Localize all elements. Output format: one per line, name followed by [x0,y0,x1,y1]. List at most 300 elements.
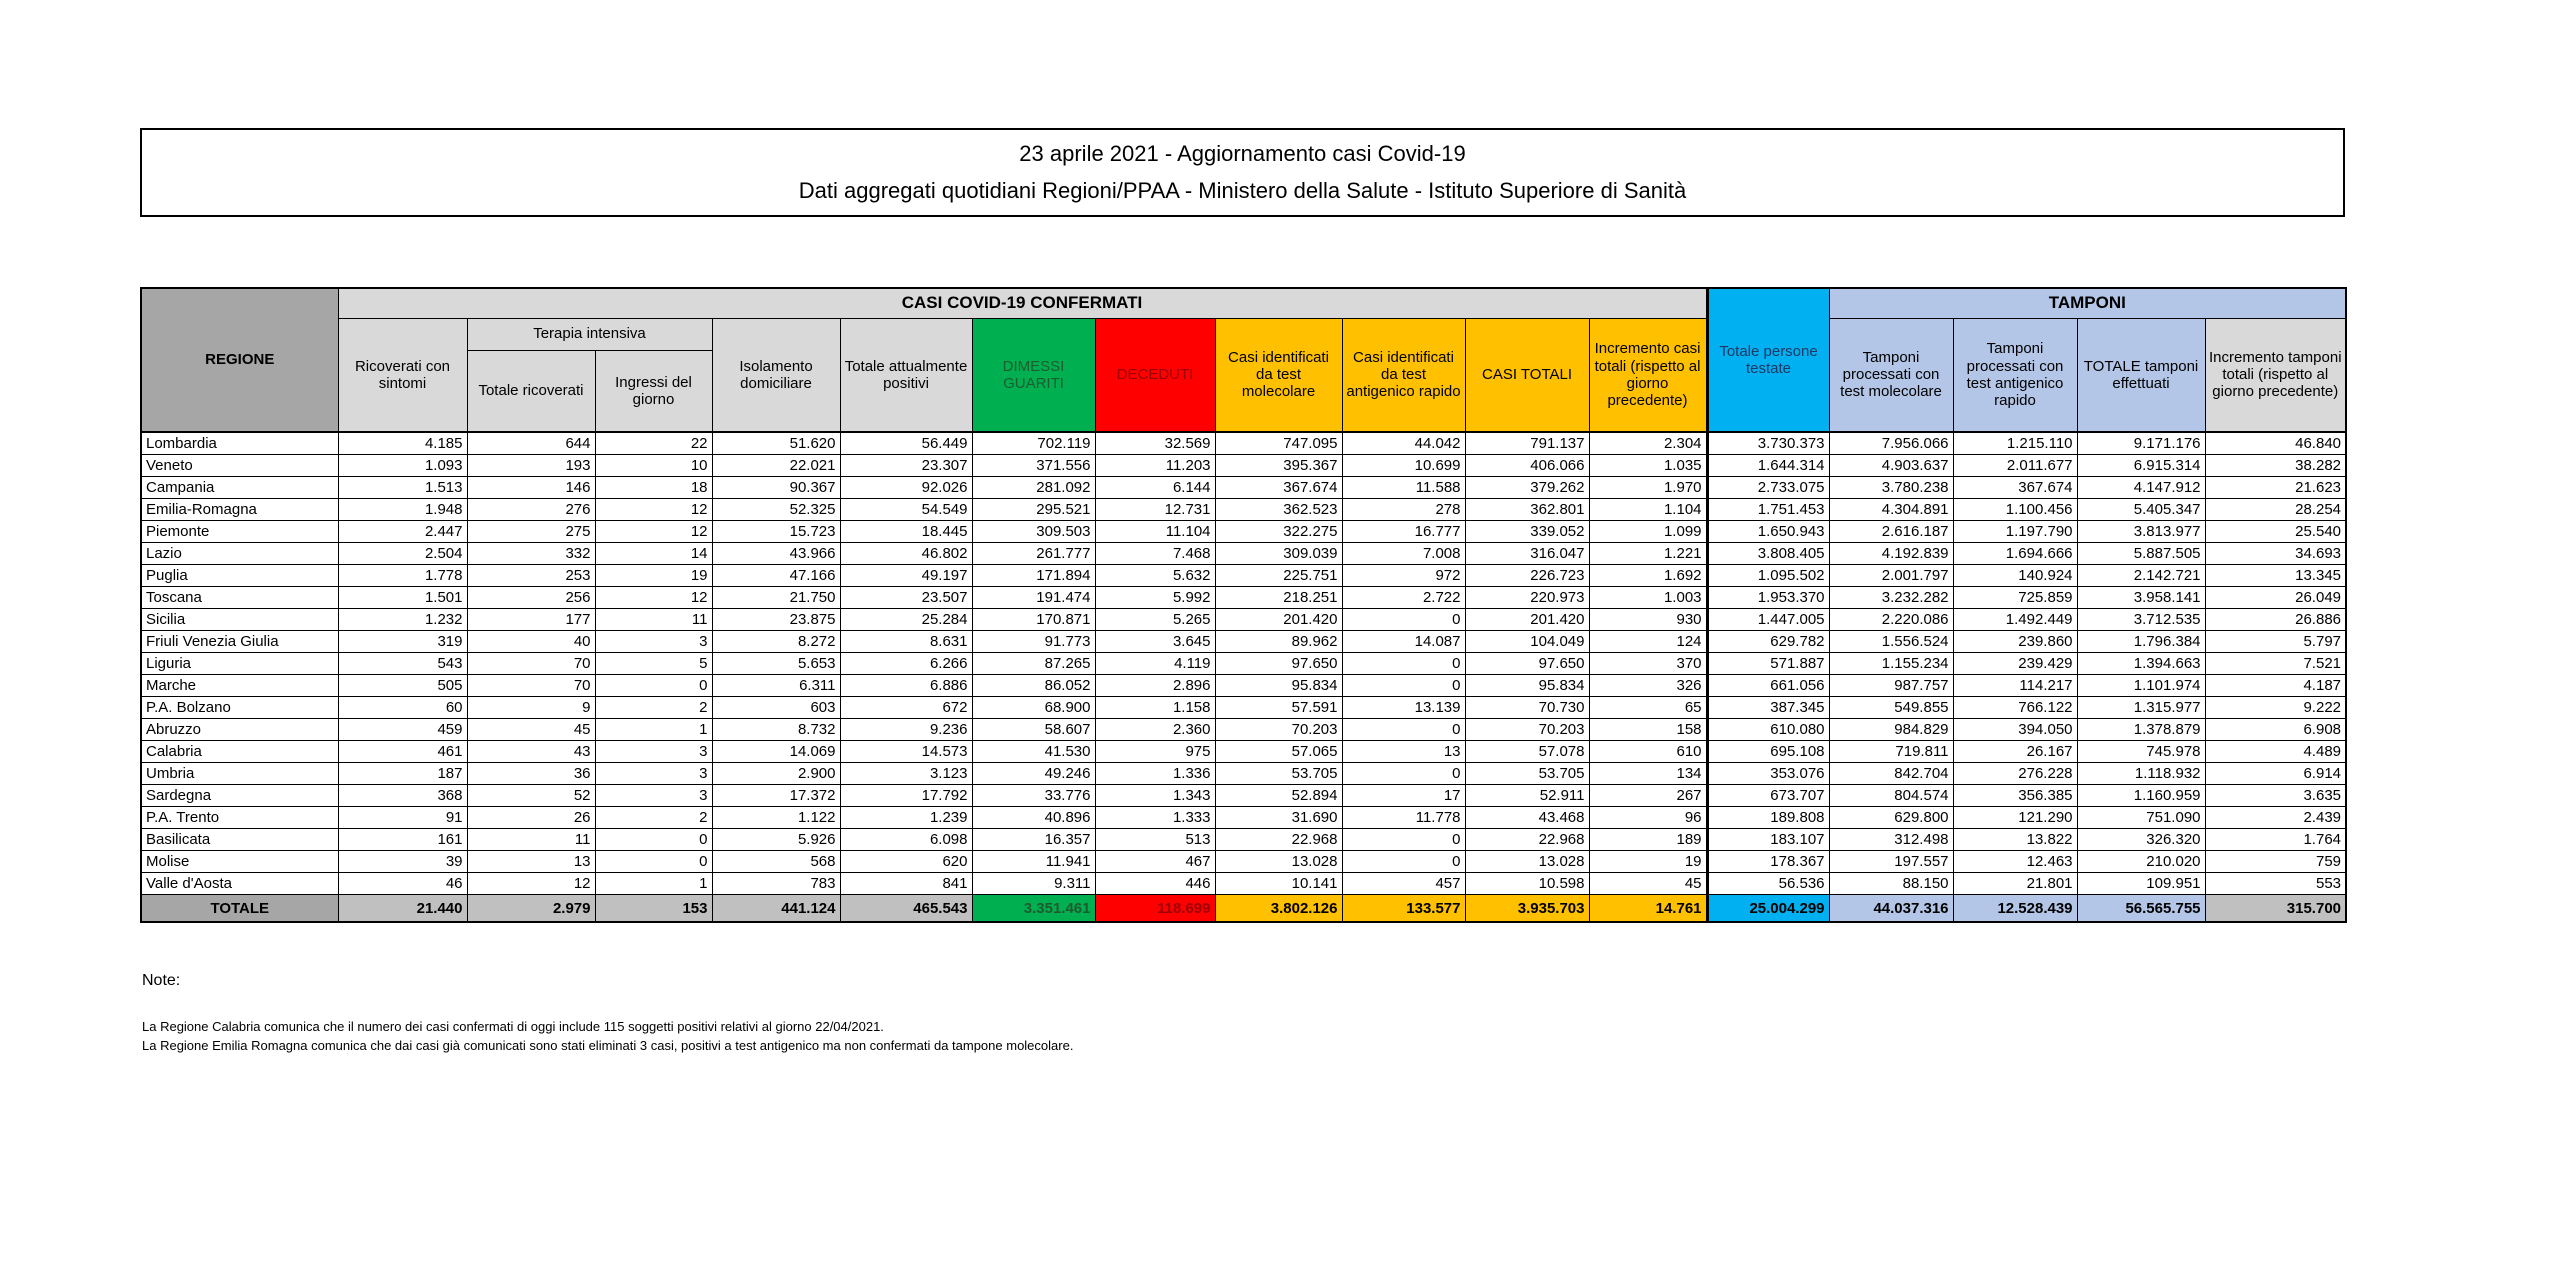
value-cell: 5.405.347 [2077,499,2205,521]
value-cell: 45 [467,719,595,741]
value-cell: 362.801 [1465,499,1589,521]
value-cell: 1.315.977 [2077,697,2205,719]
value-cell: 14.069 [712,741,840,763]
value-cell: 28.254 [2205,499,2346,521]
region-cell: Molise [141,851,338,873]
table-row [141,653,2346,675]
value-cell: 7.521 [2205,653,2346,675]
value-cell: 930 [1589,609,1707,631]
value-cell: 1.692 [1589,565,1707,587]
value-cell: 1.122 [712,807,840,829]
value-cell: 972 [1342,565,1465,587]
region-cell: Basilicata [141,829,338,851]
value-cell: 553 [2205,873,2346,895]
total-value-cell: 2.979 [467,895,595,923]
value-cell: 5.653 [712,653,840,675]
region-cell: Friuli Venezia Giulia [141,631,338,653]
value-cell: 114.217 [1953,675,2077,697]
value-cell: 0 [595,851,712,873]
value-cell: 95.834 [1465,675,1589,697]
value-cell: 513 [1095,829,1215,851]
header-casi-molecolare: Casi identificati da test molecolare [1215,318,1342,432]
value-cell: 218.251 [1215,587,1342,609]
header-casi-antigenico: Casi identificati da test antigenico rapido [1342,318,1465,432]
value-cell: 189 [1589,829,1707,851]
value-cell: 766.122 [1953,697,2077,719]
value-cell: 6.908 [2205,719,2346,741]
note-line: La Regione Emilia Romagna comunica che dai casi già comunicati sono stati eliminati 3 casi, positivi a test antigenico ma non confermati da tampone molecolare. [142,1037,1074,1053]
region-cell: Umbria [141,763,338,785]
value-cell: 2.304 [1589,432,1707,455]
value-cell: 1.378.879 [2077,719,2205,741]
value-cell: 23.507 [840,587,972,609]
value-cell: 9 [467,697,595,719]
header-deceduti: DECEDUTI [1095,318,1215,432]
value-cell: 36 [467,763,595,785]
region-cell: Veneto [141,455,338,477]
value-cell: 19 [1589,851,1707,873]
value-cell: 193 [467,455,595,477]
value-cell: 987.757 [1829,675,1953,697]
value-cell: 226.723 [1465,565,1589,587]
value-cell: 2.896 [1095,675,1215,697]
value-cell: 5.632 [1095,565,1215,587]
value-cell: 4.147.912 [2077,477,2205,499]
value-cell: 23.875 [712,609,840,631]
region-cell: Piemonte [141,521,338,543]
value-cell: 201.420 [1465,609,1589,631]
value-cell: 2.733.075 [1707,477,1829,499]
value-cell: 1.778 [338,565,467,587]
value-cell: 58.607 [972,719,1095,741]
header-casi-confermati-group: CASI COVID-19 CONFERMATI [338,288,1707,318]
value-cell: 178.367 [1707,851,1829,873]
value-cell: 3 [595,741,712,763]
value-cell: 543 [338,653,467,675]
value-cell: 11.203 [1095,455,1215,477]
header-tamponi-molecolare: Tamponi processati con test molecolare [1829,318,1953,432]
value-cell: 43 [467,741,595,763]
covid-table-wrap [140,287,2347,923]
value-cell: 3.813.977 [2077,521,2205,543]
value-cell: 2 [595,807,712,829]
value-cell: 22.021 [712,455,840,477]
table-row [141,499,2346,521]
value-cell: 783 [712,873,840,895]
value-cell: 239.860 [1953,631,2077,653]
value-cell: 5.926 [712,829,840,851]
value-cell: 191.474 [972,587,1095,609]
value-cell: 14.087 [1342,631,1465,653]
value-cell: 5.887.505 [2077,543,2205,565]
total-value-cell: 44.037.316 [1829,895,1953,923]
value-cell: 6.311 [712,675,840,697]
value-cell: 17.792 [840,785,972,807]
value-cell: 68.900 [972,697,1095,719]
value-cell: 91.773 [972,631,1095,653]
value-cell: 14 [595,543,712,565]
value-cell: 309.039 [1215,543,1342,565]
value-cell: 2.900 [712,763,840,785]
value-cell: 49.197 [840,565,972,587]
value-cell: 97.650 [1215,653,1342,675]
value-cell: 11 [467,829,595,851]
table-row [141,873,2346,895]
value-cell: 146 [467,477,595,499]
value-cell: 32.569 [1095,432,1215,455]
value-cell: 25.284 [840,609,972,631]
value-cell: 26.049 [2205,587,2346,609]
value-cell: 170.871 [972,609,1095,631]
total-value-cell: 14.761 [1589,895,1707,923]
value-cell: 124 [1589,631,1707,653]
value-cell: 12 [595,587,712,609]
value-cell: 1.948 [338,499,467,521]
value-cell: 1.158 [1095,697,1215,719]
header-totale-ricoverati: Totale ricoverati [467,350,595,432]
value-cell: 505 [338,675,467,697]
value-cell: 88.150 [1829,873,1953,895]
value-cell: 379.262 [1465,477,1589,499]
value-cell: 759 [2205,851,2346,873]
value-cell: 370 [1589,653,1707,675]
value-cell: 140.924 [1953,565,2077,587]
value-cell: 47.166 [712,565,840,587]
value-cell: 9.171.176 [2077,432,2205,455]
value-cell: 1.343 [1095,785,1215,807]
value-cell: 70 [467,653,595,675]
report-title: 23 aprile 2021 - Aggiornamento casi Covid-19 [1019,141,1466,167]
value-cell: 661.056 [1707,675,1829,697]
value-cell: 745.978 [2077,741,2205,763]
note-line: La Regione Calabria comunica che il numero dei casi confermati di oggi include 115 soggetti positivi relativi al giorno 22/04/2021. [142,1019,884,1034]
value-cell: 53.705 [1215,763,1342,785]
value-cell: 367.674 [1953,477,2077,499]
value-cell: 65 [1589,697,1707,719]
value-cell: 3 [595,763,712,785]
value-cell: 161 [338,829,467,851]
value-cell: 332 [467,543,595,565]
value-cell: 312.498 [1829,829,1953,851]
table-row [141,631,2346,653]
value-cell: 17 [1342,785,1465,807]
value-cell: 13 [1342,741,1465,763]
value-cell: 459 [338,719,467,741]
value-cell: 4.185 [338,432,467,455]
region-cell: Valle d'Aosta [141,873,338,895]
value-cell: 21.623 [2205,477,2346,499]
region-cell: Lazio [141,543,338,565]
value-cell: 319 [338,631,467,653]
value-cell: 261.777 [972,543,1095,565]
table-row [141,851,2346,873]
value-cell: 21.750 [712,587,840,609]
value-cell: 23.307 [840,455,972,477]
value-cell: 171.894 [972,565,1095,587]
value-cell: 673.707 [1707,785,1829,807]
table-row [141,763,2346,785]
value-cell: 2.360 [1095,719,1215,741]
total-value-cell: 3.351.461 [972,895,1095,923]
value-cell: 3.635 [2205,785,2346,807]
value-cell: 7.468 [1095,543,1215,565]
region-cell: Puglia [141,565,338,587]
value-cell: 457 [1342,873,1465,895]
table-footer [141,895,2346,923]
header-ingressi: Ingressi del giorno [595,350,712,432]
value-cell: 10.141 [1215,873,1342,895]
value-cell: 11.588 [1342,477,1465,499]
value-cell: 31.690 [1215,807,1342,829]
value-cell: 210.020 [2077,851,2205,873]
value-cell: 275 [467,521,595,543]
table-row [141,697,2346,719]
value-cell: 353.076 [1707,763,1829,785]
value-cell: 56.536 [1707,873,1829,895]
table-row [141,565,2346,587]
title-box [140,128,2345,217]
value-cell: 12 [467,873,595,895]
value-cell: 3 [595,631,712,653]
value-cell: 4.304.891 [1829,499,1953,521]
table-row [141,543,2346,565]
value-cell: 1.197.790 [1953,521,2077,543]
value-cell: 2.011.677 [1953,455,2077,477]
value-cell: 1.751.453 [1707,499,1829,521]
value-cell: 2 [595,697,712,719]
value-cell: 0 [1342,675,1465,697]
value-cell: 17.372 [712,785,840,807]
value-cell: 309.503 [972,521,1095,543]
header-tamponi-antigenico: Tamponi processati con test antigenico rapido [1953,318,2077,432]
table-row [141,719,2346,741]
value-cell: 3 [595,785,712,807]
value-cell: 446 [1095,873,1215,895]
region-cell: Marche [141,675,338,697]
header-totale-tamponi: TOTALE tamponi effettuati [2077,318,2205,432]
total-label-cell: TOTALE [141,895,338,923]
value-cell: 16.357 [972,829,1095,851]
value-cell: 38.282 [2205,455,2346,477]
value-cell: 5.992 [1095,587,1215,609]
value-cell: 225.751 [1215,565,1342,587]
value-cell: 13.028 [1215,851,1342,873]
total-row [141,895,2346,923]
value-cell: 719.811 [1829,741,1953,763]
value-cell: 92.026 [840,477,972,499]
value-cell: 197.557 [1829,851,1953,873]
header-regione: REGIONE [141,288,338,432]
value-cell: 8.732 [712,719,840,741]
header-terapia-intensiva-group: Terapia intensiva [467,318,712,350]
region-cell: P.A. Trento [141,807,338,829]
value-cell: 610.080 [1707,719,1829,741]
value-cell: 371.556 [972,455,1095,477]
value-cell: 177 [467,609,595,631]
value-cell: 16.777 [1342,521,1465,543]
region-cell: Calabria [141,741,338,763]
header-incremento-casi: Incremento casi totali (rispetto al giorno precedente) [1589,318,1707,432]
value-cell: 276 [467,499,595,521]
value-cell: 39 [338,851,467,873]
value-cell: 1.035 [1589,455,1707,477]
value-cell: 467 [1095,851,1215,873]
header-incremento-tamponi: Incremento tamponi totali (rispetto al giorno precedente) [2205,318,2346,432]
value-cell: 43.468 [1465,807,1589,829]
value-cell: 13.139 [1342,697,1465,719]
total-value-cell: 133.577 [1342,895,1465,923]
value-cell: 104.049 [1465,631,1589,653]
value-cell: 3.808.405 [1707,543,1829,565]
value-cell: 1.221 [1589,543,1707,565]
value-cell: 52.911 [1465,785,1589,807]
value-cell: 19 [595,565,712,587]
value-cell: 2.439 [2205,807,2346,829]
value-cell: 87.265 [972,653,1095,675]
value-cell: 26.886 [2205,609,2346,631]
total-value-cell: 12.528.439 [1953,895,2077,923]
table-row [141,521,2346,543]
value-cell: 1.764 [2205,829,2346,851]
table-header [141,288,2346,432]
value-cell: 12.731 [1095,499,1215,521]
value-cell: 2.616.187 [1829,521,1953,543]
value-cell: 791.137 [1465,432,1589,455]
total-value-cell: 25.004.299 [1707,895,1829,923]
value-cell: 629.800 [1829,807,1953,829]
value-cell: 0 [1342,763,1465,785]
value-cell: 1.239 [840,807,972,829]
header-isolamento: Isolamento domiciliare [712,318,840,432]
value-cell: 40.896 [972,807,1095,829]
value-cell: 13.822 [1953,829,2077,851]
value-cell: 12 [595,521,712,543]
value-cell: 2.722 [1342,587,1465,609]
value-cell: 45 [1589,873,1707,895]
value-cell: 8.272 [712,631,840,653]
value-cell: 57.065 [1215,741,1342,763]
value-cell: 1.501 [338,587,467,609]
value-cell: 278 [1342,499,1465,521]
value-cell: 1.160.959 [2077,785,2205,807]
value-cell: 1.095.502 [1707,565,1829,587]
value-cell: 610 [1589,741,1707,763]
total-value-cell: 56.565.755 [2077,895,2205,923]
value-cell: 46.840 [2205,432,2346,455]
value-cell: 11.104 [1095,521,1215,543]
value-cell: 183.107 [1707,829,1829,851]
table-body [141,432,2346,895]
value-cell: 51.620 [712,432,840,455]
value-cell: 7.956.066 [1829,432,1953,455]
value-cell: 603 [712,697,840,719]
table-row [141,477,2346,499]
value-cell: 4.192.839 [1829,543,1953,565]
header-dimessi: DIMESSI GUARITI [972,318,1095,432]
value-cell: 96 [1589,807,1707,829]
value-cell: 1.336 [1095,763,1215,785]
value-cell: 11 [595,609,712,631]
value-cell: 52 [467,785,595,807]
value-cell: 2.001.797 [1829,565,1953,587]
value-cell: 339.052 [1465,521,1589,543]
total-value-cell: 441.124 [712,895,840,923]
value-cell: 1.093 [338,455,467,477]
value-cell: 5.265 [1095,609,1215,631]
value-cell: 3.712.535 [2077,609,2205,631]
table-row [141,807,2346,829]
value-cell: 9.311 [972,873,1095,895]
value-cell: 9.236 [840,719,972,741]
region-cell: Sicilia [141,609,338,631]
table-row [141,741,2346,763]
header-attualmente-positivi: Totale attualmente positivi [840,318,972,432]
value-cell: 2.142.721 [2077,565,2205,587]
value-cell: 40 [467,631,595,653]
value-cell: 1.644.314 [1707,455,1829,477]
value-cell: 256 [467,587,595,609]
value-cell: 187 [338,763,467,785]
region-cell: Liguria [141,653,338,675]
table-row [141,432,2346,455]
value-cell: 1.155.234 [1829,653,1953,675]
value-cell: 26.167 [1953,741,2077,763]
value-cell: 841 [840,873,972,895]
value-cell: 3.780.238 [1829,477,1953,499]
value-cell: 1.796.384 [2077,631,2205,653]
value-cell: 356.385 [1953,785,2077,807]
value-cell: 91 [338,807,467,829]
value-cell: 4.119 [1095,653,1215,675]
value-cell: 18 [595,477,712,499]
value-cell: 975 [1095,741,1215,763]
value-cell: 5 [595,653,712,675]
value-cell: 10.598 [1465,873,1589,895]
value-cell: 6.266 [840,653,972,675]
region-cell: Campania [141,477,338,499]
value-cell: 1.099 [1589,521,1707,543]
table-row [141,675,2346,697]
value-cell: 672 [840,697,972,719]
region-cell: Lombardia [141,432,338,455]
table-row [141,785,2346,807]
value-cell: 10 [595,455,712,477]
value-cell: 90.367 [712,477,840,499]
value-cell: 253 [467,565,595,587]
value-cell: 1.100.456 [1953,499,2077,521]
value-cell: 1.003 [1589,587,1707,609]
value-cell: 11.778 [1342,807,1465,829]
value-cell: 86.052 [972,675,1095,697]
value-cell: 7.008 [1342,543,1465,565]
region-cell: P.A. Bolzano [141,697,338,719]
total-value-cell: 118.699 [1095,895,1215,923]
value-cell: 281.092 [972,477,1095,499]
value-cell: 26 [467,807,595,829]
value-cell: 842.704 [1829,763,1953,785]
table-row [141,587,2346,609]
value-cell: 406.066 [1465,455,1589,477]
value-cell: 0 [595,675,712,697]
value-cell: 56.449 [840,432,972,455]
value-cell: 49.246 [972,763,1095,785]
value-cell: 6.915.314 [2077,455,2205,477]
value-cell: 3.232.282 [1829,587,1953,609]
value-cell: 6.914 [2205,763,2346,785]
table-row [141,829,2346,851]
value-cell: 70.203 [1215,719,1342,741]
value-cell: 461 [338,741,467,763]
